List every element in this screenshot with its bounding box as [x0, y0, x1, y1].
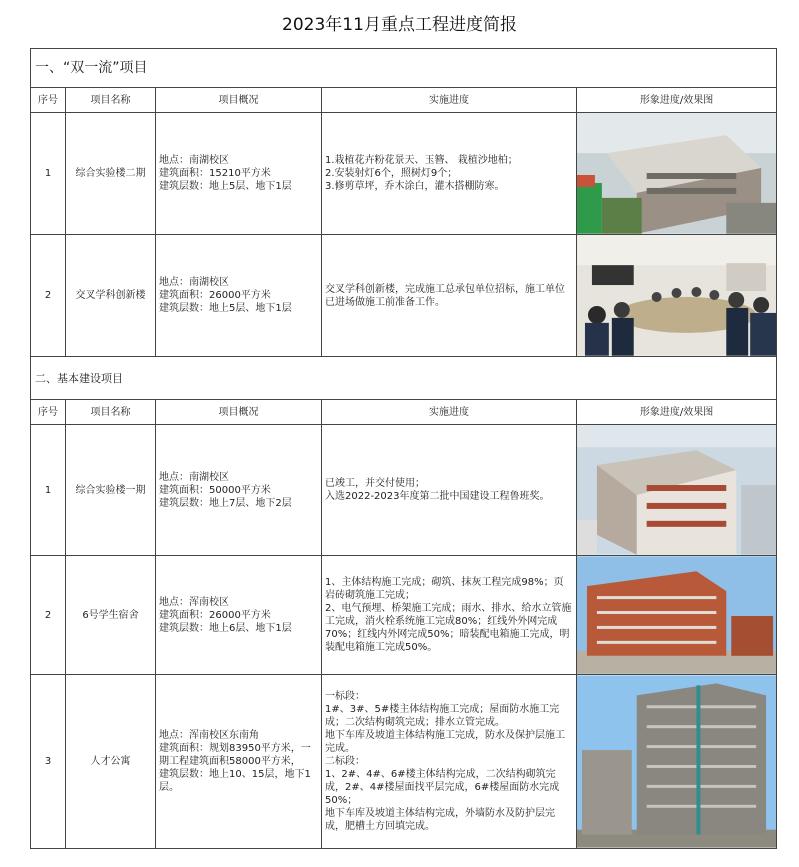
row-overview: 地点：南湖校区 建筑面积：26000平方米 建筑层数：地上5层、地下1层: [156, 235, 322, 357]
row-progress: 1.栽植花卉粉花景天、玉簪、 栽植沙地柏； 2.安装射灯6个，照树灯9个； 3.修剪草坪，乔木涂白，灌木搭棚防寒。: [322, 113, 577, 235]
row-name: 6号学生宿舍: [66, 556, 156, 675]
row-no: 3: [31, 675, 66, 849]
table-row: [31, 113, 777, 235]
col-header-image: 形象进度/效果图: [577, 400, 777, 425]
col-header-no: 序号: [31, 88, 66, 113]
col-header-name: 项目名称: [66, 400, 156, 425]
table-row: [31, 425, 777, 556]
row-progress: 已竣工，并交付使用； 入选2022-2023年度第二批中国建设工程鲁班奖。: [322, 425, 577, 556]
progress-table: [30, 48, 777, 849]
row-name: 综合实验楼一期: [66, 425, 156, 556]
col-header-name: 项目名称: [66, 88, 156, 113]
row-progress: 1、主体结构施工完成；砌筑、抹灰工程完成98%；页岩砖砌筑施工完成； 2、电气预埋、桥架施工完成；雨水、排水、给水立管施工完成，消火栓系统施工完成80%；红线外外网完成70%；红线内外网完成50%；暗装配电箱施工完成，明装配电箱施工完成50%。: [322, 556, 577, 675]
col-header-no: 序号: [31, 400, 66, 425]
row-name: 交叉学科创新楼: [66, 235, 156, 357]
row-no: 2: [31, 235, 66, 357]
section2-heading: 二、基本建设项目: [31, 357, 777, 400]
row-no: 1: [31, 425, 66, 556]
completed-building-photo: [577, 425, 776, 555]
row-overview: 地点：南湖校区 建筑面积：15210平方米 建筑层数：地上5层、地下1层: [156, 113, 322, 235]
row-overview: 地点：南湖校区 建筑面积：50000平方米 建筑层数：地上7层、地下2层: [156, 425, 322, 556]
row-name: 综合实验楼二期: [66, 113, 156, 235]
apartment-tower-photo: [577, 675, 776, 848]
header-row: [31, 88, 777, 113]
row-image: [577, 425, 777, 556]
row-overview: 地点：浑南校区东南角 建筑面积：规划83950平方米，一期工程建筑面积58000平方米， 建筑层数：地上10、15层，地下1层。: [156, 675, 322, 849]
row-overview: 地点：浑南校区 建筑面积：26000平方米 建筑层数：地上6层、地下1层: [156, 556, 322, 675]
row-image: [577, 113, 777, 235]
dormitory-construction-photo: [577, 556, 776, 674]
col-header-overview: 项目概况: [156, 88, 322, 113]
col-header-overview: 项目概况: [156, 400, 322, 425]
row-image: [577, 556, 777, 675]
aerial-building-photo: [577, 113, 776, 234]
row-image: [577, 235, 777, 357]
row-no: 2: [31, 556, 66, 675]
row-progress: 一标段： 1#、3#、5#楼主体结构施工完成；屋面防水施工完成；二次结构砌筑完成；排水立管完成。 地下车库及坡道主体结构施工完成，防水及保护层施工完成。 二标段： 1、2#、4#、6#楼主体结构完成，二次结构砌筑完成，2#、4#楼屋面找平层完成，6#楼屋面防水完成50%； 地下车库及坡道主体结构完成，外墙防水及防护层完成，肥槽土方回填完成。: [322, 675, 577, 849]
row-progress: 交叉学科创新楼，完成施工总承包单位招标，施工单位已进场做施工前准备工作。: [322, 235, 577, 357]
row-no: 1: [31, 113, 66, 235]
row-name: 人才公寓: [66, 675, 156, 849]
table-row: [31, 235, 777, 357]
row-image: [577, 675, 777, 849]
table-row: [31, 675, 777, 849]
col-header-progress: 实施进度: [322, 88, 577, 113]
meeting-room-photo: [577, 235, 776, 356]
col-header-progress: 实施进度: [322, 400, 577, 425]
report-title: 2023年11月重点工程进度简报: [282, 15, 517, 35]
col-header-image: 形象进度/效果图: [577, 88, 777, 113]
header-row: [31, 400, 777, 425]
table-row: [31, 556, 777, 675]
section1-heading: 一、“双一流”项目: [31, 49, 777, 88]
